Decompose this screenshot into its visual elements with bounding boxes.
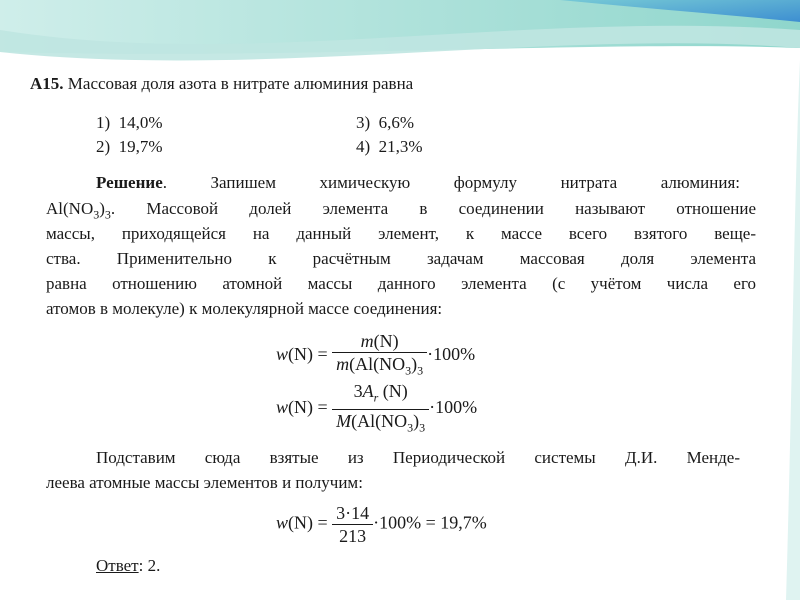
paragraph-2-line-1: Подставим сюда взятые из Периодической системы Д.И. Менде- xyxy=(96,448,740,467)
answer-label: Ответ xyxy=(96,556,139,575)
fraction-2: $\frac{3A_r (N)}{M(Al(NO_3)_3}$ xyxy=(332,380,429,438)
solution-line-2: $Al(NO_3)_3$. Массовой долей элемента в соединении называют отношение xyxy=(46,199,756,222)
document-page xyxy=(30,68,782,588)
problem-question: Массовая доля азота в нитрате алюминия равна xyxy=(67,74,414,93)
solution-label: Решение xyxy=(96,173,163,192)
solution-line-6: атомов в молекуле) к молекулярной массе соединения: xyxy=(46,299,443,318)
paragraph-2-line-2: леева атомные массы элементов и получим: xyxy=(46,473,363,492)
answer-line xyxy=(96,556,160,576)
solution-line-3: массы, приходящейся на данный элемент, к массе всего взятого веще- xyxy=(46,224,756,243)
answer-value: : 2. xyxy=(138,556,161,575)
formula-mass-fraction-2: w(N) = $\frac{3A_r (N)}{M(Al(NO_3)_3}$ ·100% xyxy=(276,380,477,438)
fraction-result: $\frac{3\cdot 14}{213}$ xyxy=(332,502,373,547)
solution-line-4: ства. Применительно к расчётным задачам массовая доля элемента xyxy=(46,249,756,268)
option-1: 1) 14,0% xyxy=(96,113,163,132)
option-4: 4) 21,3% xyxy=(356,137,423,156)
formula-result: w(N) = $\frac{3\cdot 14}{213}$ ·100% = 19,7% xyxy=(276,503,487,546)
formula-mass-fraction-1: w(N) = $\frac{m(N)}{m(Al(NO_3)_3}$ ·100% xyxy=(276,330,475,382)
option-3: 3) 6,6% xyxy=(356,113,415,132)
inline-formula: $Al(NO_3)_3$ xyxy=(46,199,111,222)
option-2: 2) 19,7% xyxy=(96,137,163,156)
problem-number: А15. xyxy=(30,74,64,93)
solution-line-5: равна отношению атомной массы данного элемента (с учётом числа его xyxy=(46,274,756,293)
problem-header xyxy=(30,74,413,94)
solution-line-1: Решение. Запишем химическую формулу нитрата алюминия: xyxy=(96,173,740,192)
fraction-1: $\frac{m(N)}{m(Al(NO_3)_3}$ xyxy=(332,330,427,382)
